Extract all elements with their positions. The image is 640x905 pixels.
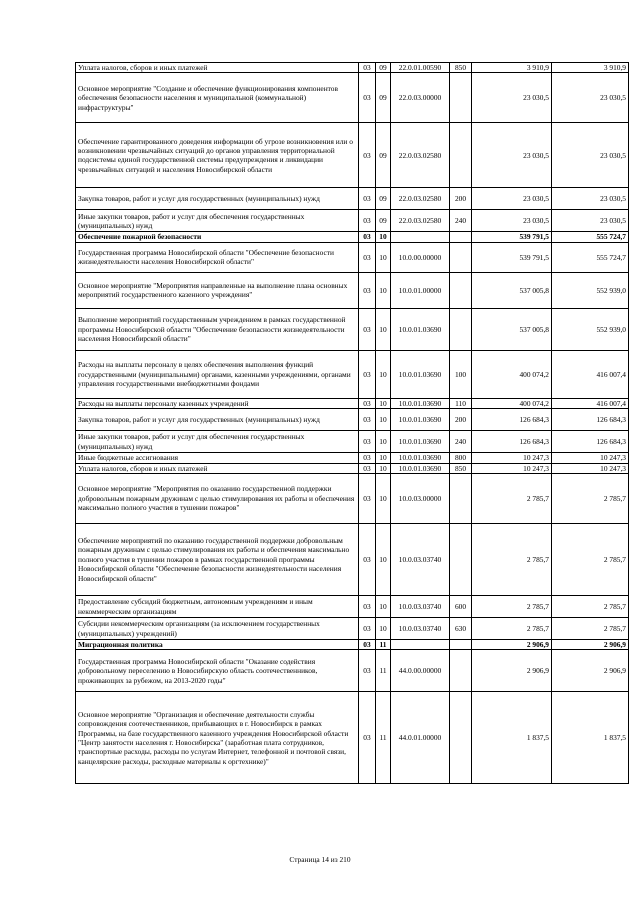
target-article-code: 22.0.01.00590 (391, 63, 450, 73)
target-article-code: 10.0.03.03740 (391, 524, 450, 596)
expense-type-code (450, 123, 472, 188)
target-article-code: 10.0.01.03690 (391, 463, 450, 473)
section-code: 03 (359, 242, 376, 272)
amount-year-1: 400 074,2 (472, 350, 552, 398)
target-article-code: 44.0.01.00000 (391, 692, 450, 784)
page-footer: Страница 14 из 210 (289, 855, 351, 864)
amount-year-2: 552 939,0 (552, 272, 629, 308)
section-code: 03 (359, 232, 376, 242)
subsection-code: 10 (376, 232, 391, 242)
amount-year-2: 2 785,7 (552, 618, 629, 640)
table-row (76, 463, 629, 473)
expense-type-code (450, 308, 472, 350)
row-name: Иные закупки товаров, работ и услуг для обеспечения государственных (муниципальных) нужд (76, 431, 359, 453)
amount-year-1: 2 906,9 (472, 650, 552, 692)
amount-year-2: 555 724,7 (552, 232, 629, 242)
amount-year-2: 126 684,3 (552, 409, 629, 431)
row-name: Основное мероприятие "Мероприятия направленные на выполнение плана основных мероприятий государственного казенного учреждения" (76, 272, 359, 308)
amount-year-2: 416 007,4 (552, 398, 629, 408)
amount-year-2: 552 939,0 (552, 308, 629, 350)
subsection-code: 10 (376, 524, 391, 596)
target-article-code: 10.0.03.03740 (391, 618, 450, 640)
subsection-code: 10 (376, 350, 391, 398)
expense-type-code: 600 (450, 596, 472, 618)
expense-type-code: 200 (450, 188, 472, 210)
section-code: 03 (359, 431, 376, 453)
section-code: 03 (359, 463, 376, 473)
expense-type-code: 100 (450, 350, 472, 398)
amount-year-2: 23 030,5 (552, 123, 629, 188)
table-row (76, 453, 629, 463)
amount-year-1: 10 247,3 (472, 463, 552, 473)
row-name: Расходы на выплаты персоналу в целях обеспечения выполнения функций государственными (муниципальными) органами, казенными учреждениями, органами управления государственными внебюджетными фондами (76, 350, 359, 398)
table-row (76, 692, 629, 784)
target-article-code: 10.0.01.03690 (391, 431, 450, 453)
table-row (76, 409, 629, 431)
subsection-code: 10 (376, 242, 391, 272)
table-row (76, 73, 629, 123)
subsection-code: 09 (376, 63, 391, 73)
section-code: 03 (359, 640, 376, 650)
target-article-code: 10.0.01.03690 (391, 409, 450, 431)
table-body (76, 63, 629, 784)
section-code: 03 (359, 524, 376, 596)
target-article-code: 10.0.01.03690 (391, 453, 450, 463)
subsection-code: 10 (376, 453, 391, 463)
amount-year-1: 2 906,9 (472, 640, 552, 650)
table-row (76, 210, 629, 232)
row-name: Иные закупки товаров, работ и услуг для обеспечения государственных (муниципальных) нужд (76, 210, 359, 232)
budget-table-container (75, 62, 628, 784)
expense-type-code: 200 (450, 409, 472, 431)
table-row (76, 308, 629, 350)
row-name: Расходы на выплаты персоналу казенных учреждений (76, 398, 359, 408)
amount-year-2: 2 906,9 (552, 640, 629, 650)
subsection-code: 10 (376, 474, 391, 524)
target-article-code: 10.0.03.03740 (391, 596, 450, 618)
expense-type-code (450, 73, 472, 123)
amount-year-2: 1 837,5 (552, 692, 629, 784)
amount-year-1: 2 785,7 (472, 524, 552, 596)
subsection-code: 09 (376, 123, 391, 188)
amount-year-2: 23 030,5 (552, 73, 629, 123)
expense-type-code (450, 272, 472, 308)
amount-year-1: 2 785,7 (472, 474, 552, 524)
expense-type-code (450, 232, 472, 242)
table-row (76, 431, 629, 453)
row-name: Уплата налогов, сборов и иных платежей (76, 63, 359, 73)
subsection-code: 10 (376, 463, 391, 473)
amount-year-2: 2 785,7 (552, 474, 629, 524)
table-row (76, 350, 629, 398)
table-row (76, 123, 629, 188)
amount-year-2: 10 247,3 (552, 463, 629, 473)
table-row (76, 232, 629, 242)
expense-type-code: 110 (450, 398, 472, 408)
expense-type-code: 800 (450, 453, 472, 463)
row-name: Уплата налогов, сборов и иных платежей (76, 463, 359, 473)
subsection-code: 09 (376, 73, 391, 123)
expense-type-code: 850 (450, 63, 472, 73)
target-article-code: 10.0.03.00000 (391, 474, 450, 524)
row-name: Иные бюджетные ассигнования (76, 453, 359, 463)
amount-year-2: 3 910,9 (552, 63, 629, 73)
amount-year-2: 126 684,3 (552, 431, 629, 453)
amount-year-1: 539 791,5 (472, 232, 552, 242)
subsection-code: 10 (376, 272, 391, 308)
row-name: Субсидии некоммерческим организациям (за исключением государственных (муниципальных) учреждений) (76, 618, 359, 640)
expense-type-code: 850 (450, 463, 472, 473)
amount-year-1: 3 910,9 (472, 63, 552, 73)
target-article-code (391, 640, 450, 650)
section-code: 03 (359, 272, 376, 308)
expense-type-code (450, 692, 472, 784)
amount-year-1: 126 684,3 (472, 409, 552, 431)
section-code: 03 (359, 692, 376, 784)
row-name: Государственная программа Новосибирской области "Оказание содействия добровольному переселению в Новосибирскую область соотечественников, проживающих за рубежом, на 2013-2020 годы" (76, 650, 359, 692)
target-article-code: 10.0.01.03690 (391, 350, 450, 398)
row-name: Обеспечение пожарной безопасности (76, 232, 359, 242)
row-name: Обеспечение мероприятий по оказанию государственной поддержки добровольным пожарным дружинам с целью стимулирования их работы и обеспечения максимально полного участия в тушении пожаров в рамках государственной программы Новосибирской области "Обеспечение безопасности жизнедеятельности населения Новосибирской области" (76, 524, 359, 596)
section-code: 03 (359, 650, 376, 692)
amount-year-1: 23 030,5 (472, 73, 552, 123)
section-code: 03 (359, 350, 376, 398)
expense-type-code (450, 640, 472, 650)
row-name: Закупка товаров, работ и услуг для государственных (муниципальных) нужд (76, 409, 359, 431)
amount-year-2: 23 030,5 (552, 188, 629, 210)
amount-year-1: 23 030,5 (472, 123, 552, 188)
expense-type-code: 240 (450, 431, 472, 453)
expense-type-code (450, 242, 472, 272)
target-article-code: 10.0.01.00000 (391, 272, 450, 308)
target-article-code: 22.0.03.00000 (391, 73, 450, 123)
row-name: Предоставление субсидий бюджетным, автономным учреждениям и иным некоммерческим организациям (76, 596, 359, 618)
target-article-code: 22.0.03.02580 (391, 210, 450, 232)
amount-year-2: 23 030,5 (552, 210, 629, 232)
row-name: Закупка товаров, работ и услуг для государственных (муниципальных) нужд (76, 188, 359, 210)
table-row (76, 650, 629, 692)
table-row (76, 596, 629, 618)
table-row (76, 640, 629, 650)
table-row (76, 272, 629, 308)
row-name: Основное мероприятие "Создание и обеспечение функционирования компонентов обеспечения безопасности населения и муниципальной (коммунальной) инфраструктуры" (76, 73, 359, 123)
row-name: Государственная программа Новосибирской области "Обеспечение безопасности жизнедеятельности населения Новосибирской области" (76, 242, 359, 272)
amount-year-1: 2 785,7 (472, 596, 552, 618)
subsection-code: 09 (376, 210, 391, 232)
expense-type-code: 240 (450, 210, 472, 232)
subsection-code: 09 (376, 188, 391, 210)
expense-type-code (450, 524, 472, 596)
target-article-code: 10.0.01.03690 (391, 398, 450, 408)
amount-year-2: 2 785,7 (552, 596, 629, 618)
amount-year-1: 126 684,3 (472, 431, 552, 453)
section-code: 03 (359, 596, 376, 618)
section-code: 03 (359, 453, 376, 463)
expense-type-code (450, 474, 472, 524)
amount-year-1: 10 247,3 (472, 453, 552, 463)
table-row (76, 618, 629, 640)
table-row (76, 188, 629, 210)
section-code: 03 (359, 474, 376, 524)
target-article-code: 22.0.03.02580 (391, 188, 450, 210)
amount-year-1: 1 837,5 (472, 692, 552, 784)
amount-year-1: 537 005,8 (472, 308, 552, 350)
section-code: 03 (359, 123, 376, 188)
table-row (76, 398, 629, 408)
row-name: Основное мероприятие "Мероприятия по оказанию государственной поддержки добровольным пожарным дружинам с целью стимулирования их работы и обеспечения максимально полного участия в тушении пожаров" (76, 474, 359, 524)
target-article-code (391, 232, 450, 242)
row-name: Основное мероприятие "Организация и обеспечение деятельности службы сопровождения соотечественников, прибывающих в г. Новосибирск в рамках Программы, на базе государственного казенного учреждения Новосибирской области "Центр занятости населения г. Новосибирска" (заработная плата сотрудников, транспортные расходы, расходы по услугам Интернет, телефонной и почтовой связи, канцелярские расходы, расходные материалы к оргтехнике)" (76, 692, 359, 784)
row-name: Обеспечение гарантированного доведения информации об угрозе возникновения или о возникновении чрезвычайных ситуаций до органов управления территориальной подсистемы единой государственной системы предупреждения и ликвидации чрезвычайных ситуаций и населения Новосибирской области (76, 123, 359, 188)
amount-year-2: 10 247,3 (552, 453, 629, 463)
section-code: 03 (359, 210, 376, 232)
amount-year-1: 23 030,5 (472, 210, 552, 232)
amount-year-1: 539 791,5 (472, 242, 552, 272)
subsection-code: 10 (376, 431, 391, 453)
amount-year-2: 2 785,7 (552, 524, 629, 596)
target-article-code: 10.0.01.03690 (391, 308, 450, 350)
section-code: 03 (359, 188, 376, 210)
row-name: Выполнение мероприятий государственным учреждением в рамках государственной программы Новосибирской области "Обеспечение безопасности жизнедеятельности населения Новосибирской области" (76, 308, 359, 350)
subsection-code: 10 (376, 308, 391, 350)
subsection-code: 11 (376, 650, 391, 692)
amount-year-2: 2 906,9 (552, 650, 629, 692)
target-article-code: 10.0.00.00000 (391, 242, 450, 272)
section-code: 03 (359, 73, 376, 123)
subsection-code: 10 (376, 398, 391, 408)
table-row (76, 474, 629, 524)
amount-year-1: 537 005,8 (472, 272, 552, 308)
budget-table (75, 62, 629, 784)
amount-year-1: 2 785,7 (472, 618, 552, 640)
subsection-code: 10 (376, 596, 391, 618)
amount-year-1: 400 074,2 (472, 398, 552, 408)
expense-type-code (450, 650, 472, 692)
expense-type-code: 630 (450, 618, 472, 640)
amount-year-2: 416 007,4 (552, 350, 629, 398)
target-article-code: 22.0.03.02580 (391, 123, 450, 188)
subsection-code: 11 (376, 692, 391, 784)
section-code: 03 (359, 618, 376, 640)
subsection-code: 11 (376, 640, 391, 650)
subsection-code: 10 (376, 409, 391, 431)
table-row (76, 63, 629, 73)
amount-year-1: 23 030,5 (472, 188, 552, 210)
section-code: 03 (359, 398, 376, 408)
table-row (76, 524, 629, 596)
subsection-code: 10 (376, 618, 391, 640)
amount-year-2: 555 724,7 (552, 242, 629, 272)
target-article-code: 44.0.00.00000 (391, 650, 450, 692)
row-name: Миграционная политика (76, 640, 359, 650)
section-code: 03 (359, 409, 376, 431)
section-code: 03 (359, 63, 376, 73)
table-row (76, 242, 629, 272)
section-code: 03 (359, 308, 376, 350)
